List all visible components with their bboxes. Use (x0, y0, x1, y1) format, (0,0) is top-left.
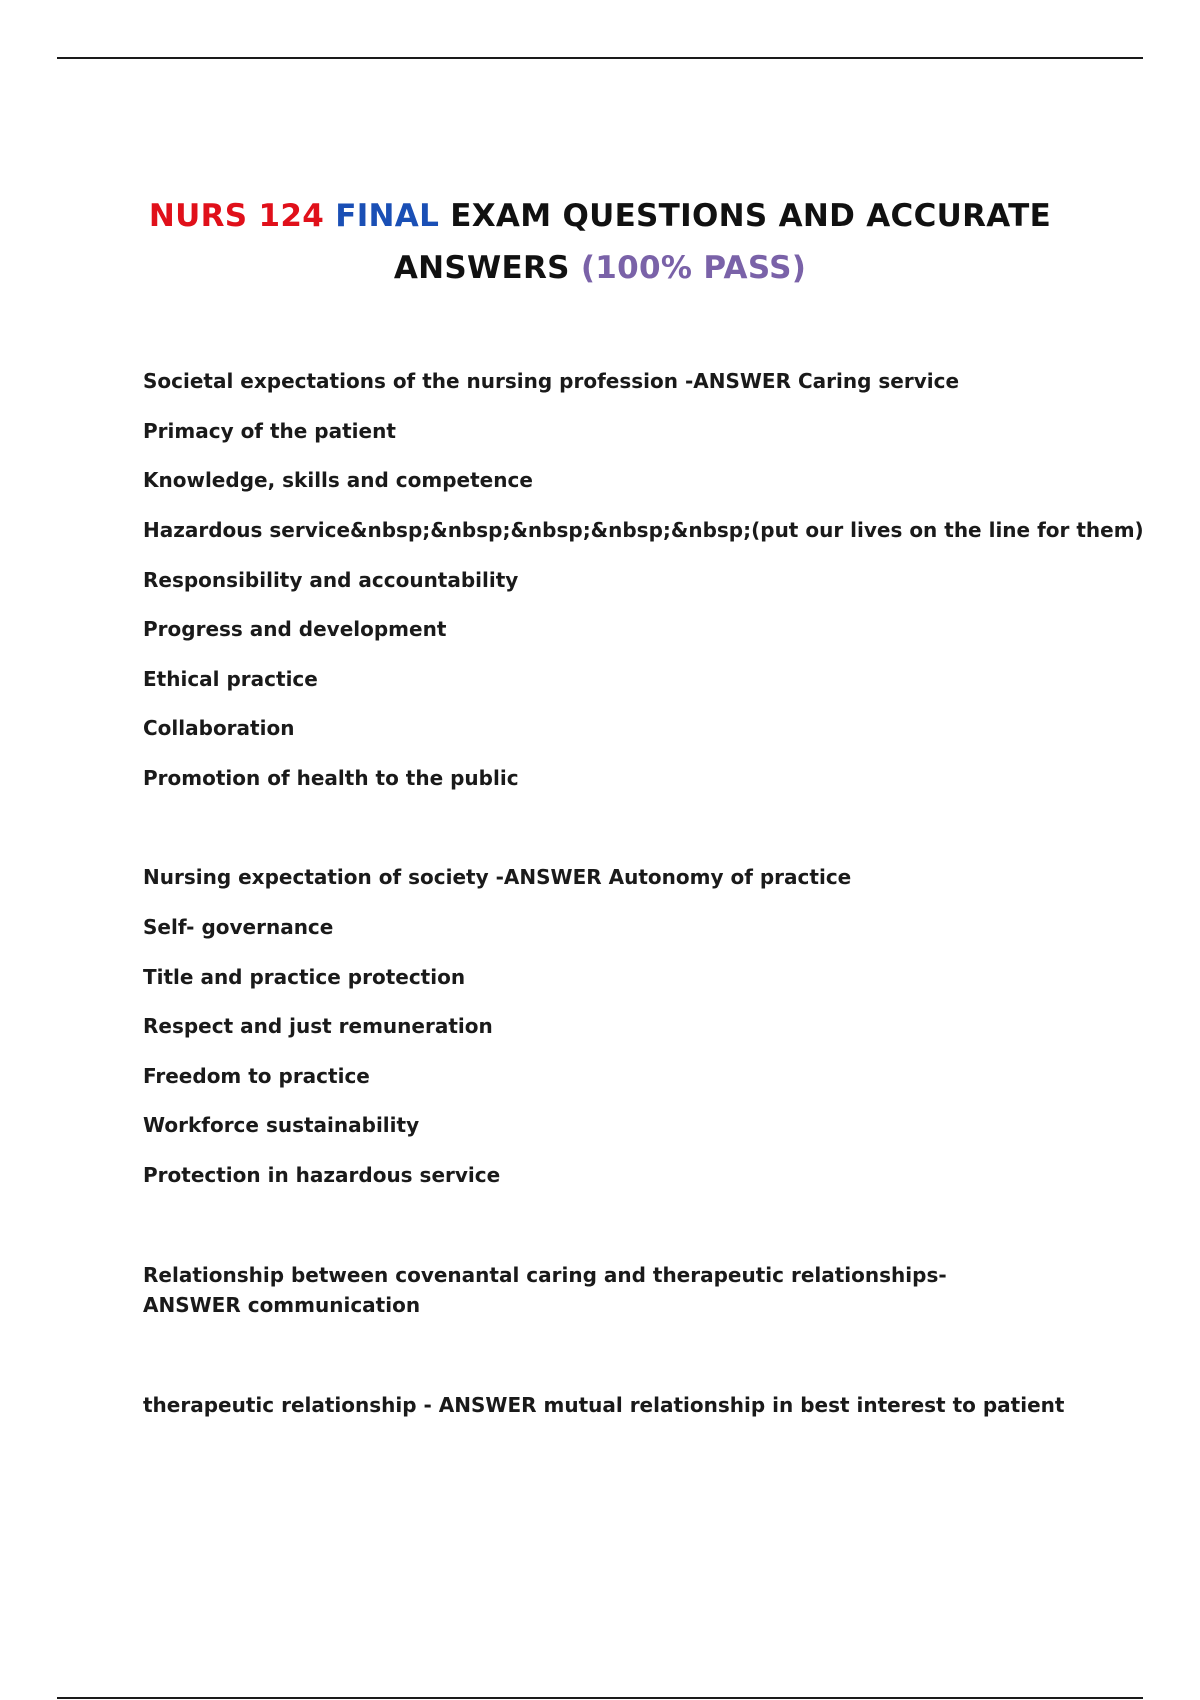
question-3: Relationship between covenantal caring and therapeutic relationships-ANSWER communication (143, 1263, 947, 1317)
list-item: Hazardous service&nbsp;&nbsp;&nbsp;&nbsp;&nbsp;(put our lives on the line for them) (143, 518, 1144, 542)
question-1: Societal expectations of the nursing profession -ANSWER Caring service (143, 369, 960, 393)
list-item: Primacy of the patient (143, 419, 396, 443)
question-2: Nursing expectation of society -ANSWER Autonomy of practice (143, 865, 852, 889)
top-rule (57, 57, 1143, 59)
list-item: Title and practice protection (143, 965, 466, 989)
bottom-rule (57, 1697, 1143, 1699)
question-4: therapeutic relationship - ANSWER mutual relationship in best interest to patient (143, 1393, 1065, 1417)
list-item: Collaboration (143, 716, 295, 740)
list-item: Protection in hazardous service (143, 1163, 501, 1187)
list-item: Ethical practice (143, 667, 318, 691)
list-item: Workforce sustainability (143, 1113, 420, 1137)
list-item: Self- governance (143, 915, 334, 939)
list-item: Promotion of health to the public (143, 766, 519, 790)
list-item: Responsibility and accountability (143, 568, 519, 592)
list-item: Freedom to practice (143, 1064, 370, 1088)
list-item: Respect and just remuneration (143, 1014, 493, 1038)
list-item: Progress and development (143, 617, 447, 641)
list-item: Knowledge, skills and competence (143, 468, 533, 492)
document-title (100, 190, 1100, 294)
title-final: FINAL (335, 198, 440, 234)
title-course-code: NURS 124 (148, 198, 325, 234)
title-pass-badge: (100% PASS) (580, 250, 807, 286)
title-main: EXAM QUESTIONS AND ACCURATE ANSWERS (393, 198, 1052, 286)
